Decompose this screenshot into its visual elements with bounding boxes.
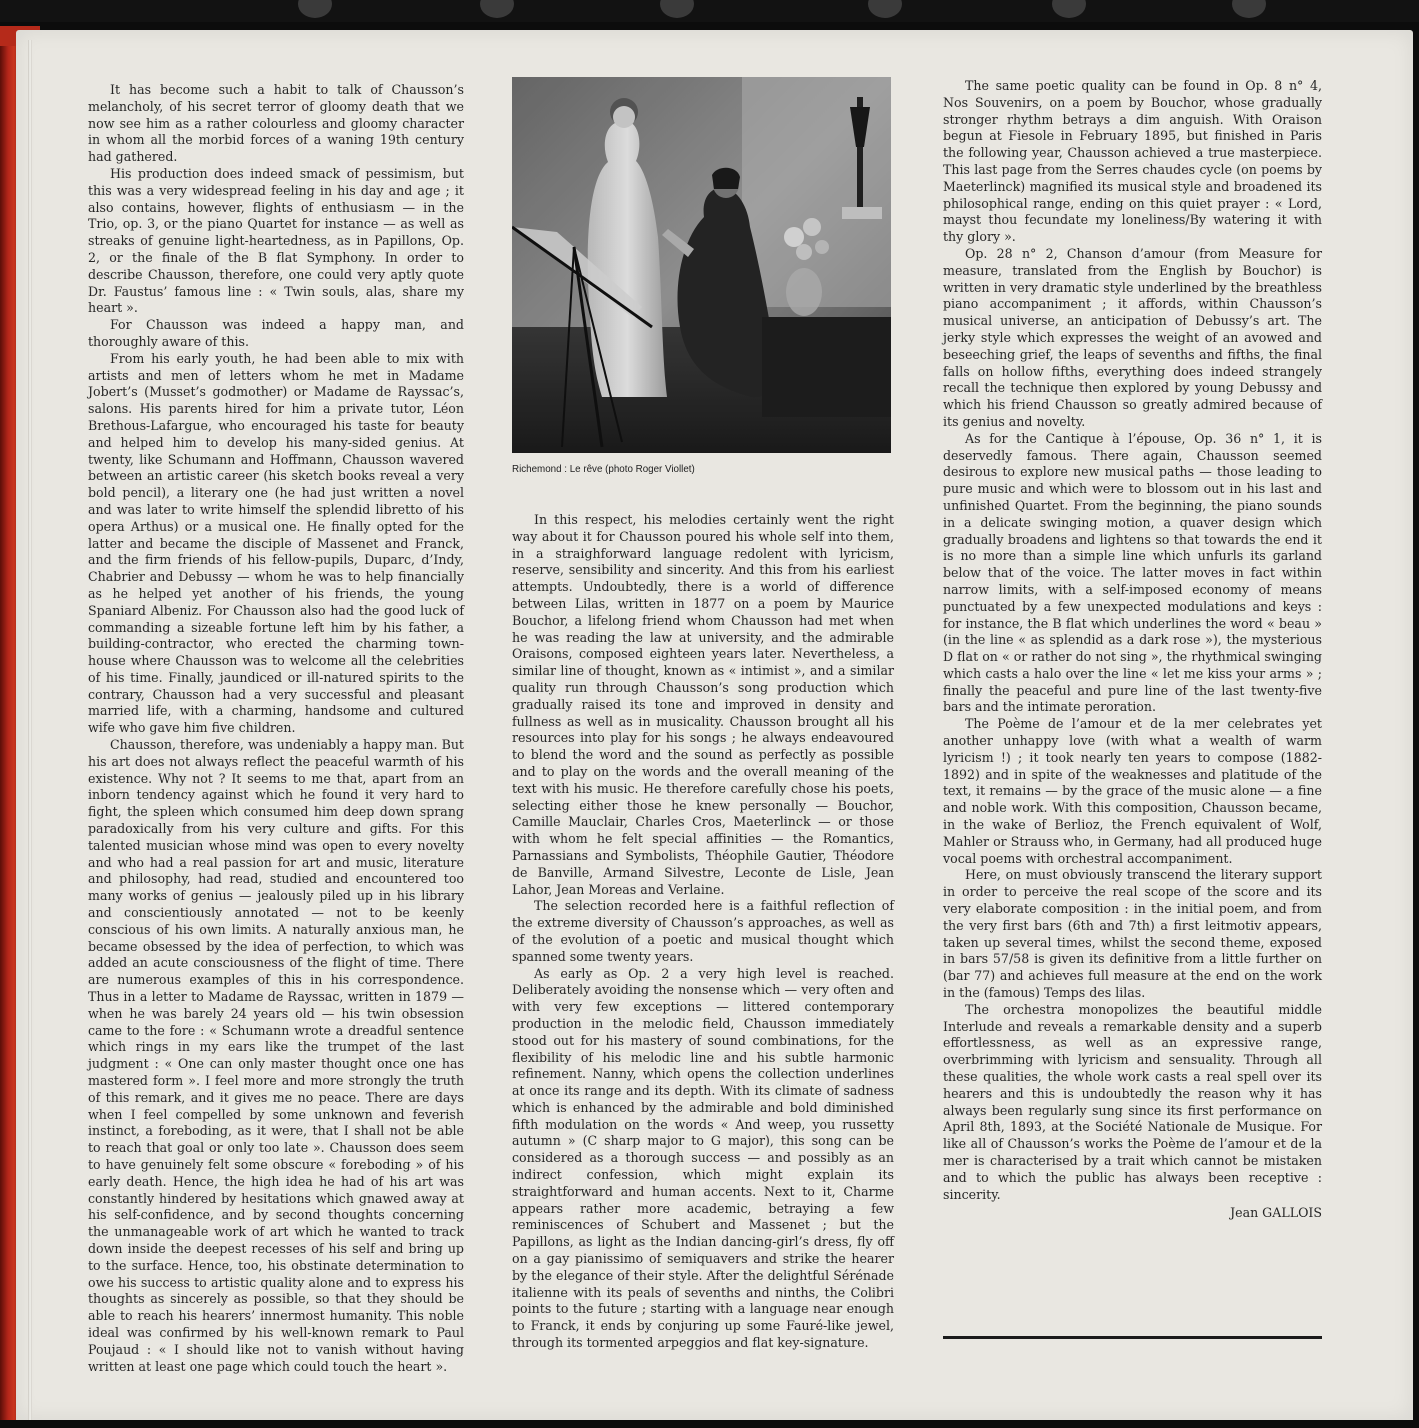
col2-paragraph-2: The selection recorded here is a faithful reflection of the extreme diversity of Chausson’s approaches, as well as of the evolution of a poetic and musical thought which spanned some twenty years. bbox=[512, 898, 894, 964]
text-column-1 bbox=[88, 82, 464, 1375]
scan-background-top bbox=[0, 0, 1419, 22]
col2-paragraph-1: In this respect, his melodies certainly went the right way about it for Chausson poured his whole self into them, in a straighforward language redolent with lyricism, reserve, sensibility and sincerity. And this from his earliest attempts. Undoubtedly, there is a world of difference between Lilas, written in 1877 on a poem by Maurice Bouchor, a lifelong friend whom Chausson had met when he was reading the law at university, and the admirable Oraisons, composed eighteen years later. Nevertheless, a similar line of thought, known as « intimist », and a similar quality run through Chausson’s song production which gradually raised its tone and improved in density and fullness as well as in musicality. Chausson brought all his resources into play for his songs ; he always endeavoured to blend the word and the sound as perfectly as possible and to play on the words and the overall meaning of the text with his music. He therefore carefully chose his poets, selecting either those he knew personally — Bouchor, Camille Mauclair, Charles Cros, Maeterlinck — or those with whom he felt special affinities — the Romantics, Parnassians and Symbolists, Théophile Gautier, Théodore de Banville, Armand Silvestre, Leconte de Lisle, Jean Lahor, Jean Moreas and Verlaine. bbox=[512, 512, 894, 897]
col3-paragraph-3: As for the Cantique à l’épouse, Op. 36 n° 1, it is deservedly famous. There again, Chausson seemed desirous to explore new musical paths — those leading to pure music and which were to blossom out in his last and unfinished Quartet. From the beginning, the piano sounds in a delicate swinging motion, a quaver design which gradually broadens and lightens so that towards the end it is no more than a simple line which unfurls its garland below that of the voice. The latter moves in fact within narrow limits, with a self-imposed economy of means punctuated by a few unexpected modulations and keys : for instance, the B flat which underlines the word « beau » (in the line « as splendid as a dark rose »), the mysterious D flat on « or rather do not sing », the rhythmical swinging which casts a halo over the line « let me kiss your arms » ; finally the peaceful and pure line of the last twenty-five bars and the intimate peroration. bbox=[943, 430, 1322, 715]
col1-paragraph-5: Chausson, therefore, was undeniably a happy man. But his art does not always reflect the peaceful warmth of his existence. Why not ? It seems to me that, apart from an inborn tendency against which he found it very hard to fight, the spleen which consumed him deep down sprang paradoxically from his very culture and gifts. For this talented musician whose mind was open to every novelty and who had a real passion for art and music, literature and philosophy, had read, studied and encountered too many works of genius — jealously piled up in his library and conscientiously annotated — not to be keenly conscious of his own limits. A naturally anxious man, he became obsessed by the idea of perfection, to which was added an acute consciousness of the flight of time. There are numerous examples of this in his correspondence. Thus in a letter to Madame de Rayssac, written in 1879 — when he was barely 24 years old — his twin obsession came to the fore : « Schumann wrote a dreadful sentence which rings in my ears like the trumpet of the last judgment : « One can only master thought once one has mastered form ». I feel more and more strongly the truth of this remark, and it gives me no peace. There are days when I feel compelled by some unknown and feverish instinct, a foreboding, as it were, that I shall not be able to reach that goal or only too late ». Chausson does seem to have genuinely felt some obscure « foreboding » of his early death. Hence, the high idea he had of his art was constantly hindered by hesitations which gnawed away at his self-confidence, and by second thoughts concerning the unmanageable work of art which he wanted to track down inside the deepest recesses of his self and bring up to the surface. Hence, too, his obstinate determination to owe his success to artistic quality alone and to express his thoughts as sincerely as possible, so that they should be able to reach his hearers’ innermost humanity. This noble ideal was confirmed by his well-known remark to Paul Poujaud : « I should like not to vanish without having written at least one page which could touch the heart ». bbox=[88, 737, 464, 1374]
col1-paragraph-3: For Chausson was indeed a happy man, and thoroughly aware of this. bbox=[88, 317, 464, 349]
col3-paragraph-2: Op. 28 n° 2, Chanson d’amour (from Measure for measure, translated from the English by Bouchor) is written in very dramatic style underlined by the breathless piano accompaniment ; it affords, within Chausson’s musical universe, an anticipation of Debussy’s art. The jerky style which expresses the weight of an avowed and beseeching grief, the leaps of sevenths and fifths, the final falls on hollow fifths, everything does indeed strangely recall the technique then explored by young Debussy and which his friend Chausson so greatly admired because of its genius and novelty. bbox=[943, 245, 1322, 429]
col1-paragraph-4: From his early youth, he had been able to mix with artists and men of letters whom he met in Madame Jobert’s (Musset’s godmother) or Madame de Rayssac’s, salons. His parents hired for him a private tutor, Léon Brethous-Lafargue, who encouraged his taste for beauty and helped him to develop his many-sided genius. At twenty, like Schumann and Hoffmann, Chausson wavered between an artistic career (his sketch books reveal a very bold pencil), a literary one (he had just written a novel and was later to write himself the splendid libretto of his opera Arthus) or a musical one. He finally opted for the latter and became the disciple of Massenet and Franck, and the firm friends of his fellow-pupils, Duparc, d’Indy, Chabrier and Debussy — whom he was to help financially as he helped yet another of his friends, the young Spaniard Albeniz. For Chausson also had the good luck of commanding a sizeable fortune left him by his father, a building-contractor, who erected the charming town-house where Chausson was to welcome all the celebrities of his time. Finally, jaundiced or ill-natured spirits to the contrary, Chausson had a very successful and pleasant married life, with a charming, handsome and cultured wife who gave him five children. bbox=[88, 350, 464, 736]
author-signature: Jean GALLOIS bbox=[1230, 1205, 1322, 1221]
col3-paragraph-6: The orchestra monopolizes the beautiful middle Interlude and reveals a remarkable density and a superb effortlessness, as well as an expressive range, overbrimming with lyricism and sensuality. Through all these qualities, the whole work casts a real spell over its hearers and this is undoubtedly the reason why it has always been regularly sung since its first performance on April 8th, 1893, at the Société Nationale de Musique. For like all of Chausson’s works the Poème de l’amour et de la mer is characterised by a trait which cannot be mistaken and to which the public has always been receptive : sincerity. bbox=[943, 1001, 1322, 1202]
gatefold-crease bbox=[28, 40, 32, 1420]
painting-illustration bbox=[512, 77, 891, 453]
col3-paragraph-1: The same poetic quality can be found in Op. 8 n° 4, Nos Souvenirs, on a poem by Bouchor, whose gradually stronger rhythm betrays a dim anguish. With Oraison begun at Fiesole in February 1895, but finished in Paris the following year, Chausson achieved a true masterpiece. This last page from the Serres chaudes cycle (on poems by Maeterlinck) magnified its musical style and broadened its philosophical range, ending on this quiet prayer : « Lord, mayst thou fecundate my loneliness/By watering it with thy glory ». bbox=[943, 78, 1322, 245]
col1-paragraph-2: His production does indeed smack of pessimism, but this was a very widespread feeling in his day and age ; it also contains, however, flights of enthusiasm — in the Trio, op. 3, or the piano Quartet for instance — as well as streaks of genuine light-heartedness, as in Papillons, Op. 2, or the finale of the B flat Symphony. In order to describe Chausson, therefore, one could very aptly quote Dr. Faustus’ famous line : « Twin souls, alas, share my heart ». bbox=[88, 165, 464, 316]
col3-paragraph-4: The Poème de l’amour et de la mer celebrates yet another unhappy love (with what a wealth of warm lyricism !) ; it took nearly ten years to compose (1882-1892) and in spite of the weaknesses and platitude of the text, it remains — by the grace of the music alone — a fine and noble work. With this composition, Chausson became, in the wake of Berlioz, the French equivalent of Wolf, Mahler or Strauss who, in Germany, had all produced huge vocal poems with orchestral accompaniment. bbox=[943, 716, 1322, 866]
text-column-3 bbox=[943, 78, 1322, 1222]
col3-paragraph-5: Here, on must obviously transcend the literary support in order to perceive the real scope of the score and its very elaborate composition : in the initial poem, and from the very first bars (6th and 7th) a first leitmotiv appears, taken up several times, whilst the second theme, exposed in bars 57/58 is given its definitive from a little further on (bar 77) and achieves full measure at the end on the work in the (famous) Temps des lilas. bbox=[943, 867, 1322, 1001]
col2-paragraph-3: As early as Op. 2 a very high level is reached. Deliberately avoiding the nonsense which — very often and with very few exceptions — littered contemporary production in the melodic field, Chausson immediately stood out for his mastery of sound combinations, for the flexibility of his melodic line and his subtle harmonic refinement. Nanny, which opens the collection underlines at once its range and its depth. With its climate of sadness which is enhanced by the admirable and bold diminished fifth modulation on the words « And weep, you russetty autumn » (C sharp major to G major), this song can be considered as a thorough success — and possibly as an indirect confession, which might explain its straightforward and human accents. Next to it, Charme appears rather more academic, betraying a few reminiscences of Schubert and Massenet ; but the Papillons, as light as the Indian dancing-girl’s dress, fly off on a gay pianissimo of semiquavers and strike the hearer by the elegance of their style. After the delightful Sérénade italienne with its peals of sevenths and ninths, the Colibri points to the future ; starting with a language near enough to Franck, it ends by conjuring up some Fauré-like jewel, through its tormented arpeggios and flat key-signature. bbox=[512, 965, 894, 1351]
text-column-2 bbox=[512, 512, 894, 1352]
painting-photo bbox=[512, 77, 891, 453]
photo-caption: Richemond : Le rêve (photo Roger Viollet) bbox=[512, 464, 695, 475]
end-rule bbox=[943, 1336, 1322, 1339]
col1-paragraph-1: It has become such a habit to talk of Chausson’s melancholy, of his secret terror of gloomy death that we now see him as a rather colourless and gloomy character in whom all the morbid forces of a waning 19th century had gathered. bbox=[88, 82, 464, 165]
